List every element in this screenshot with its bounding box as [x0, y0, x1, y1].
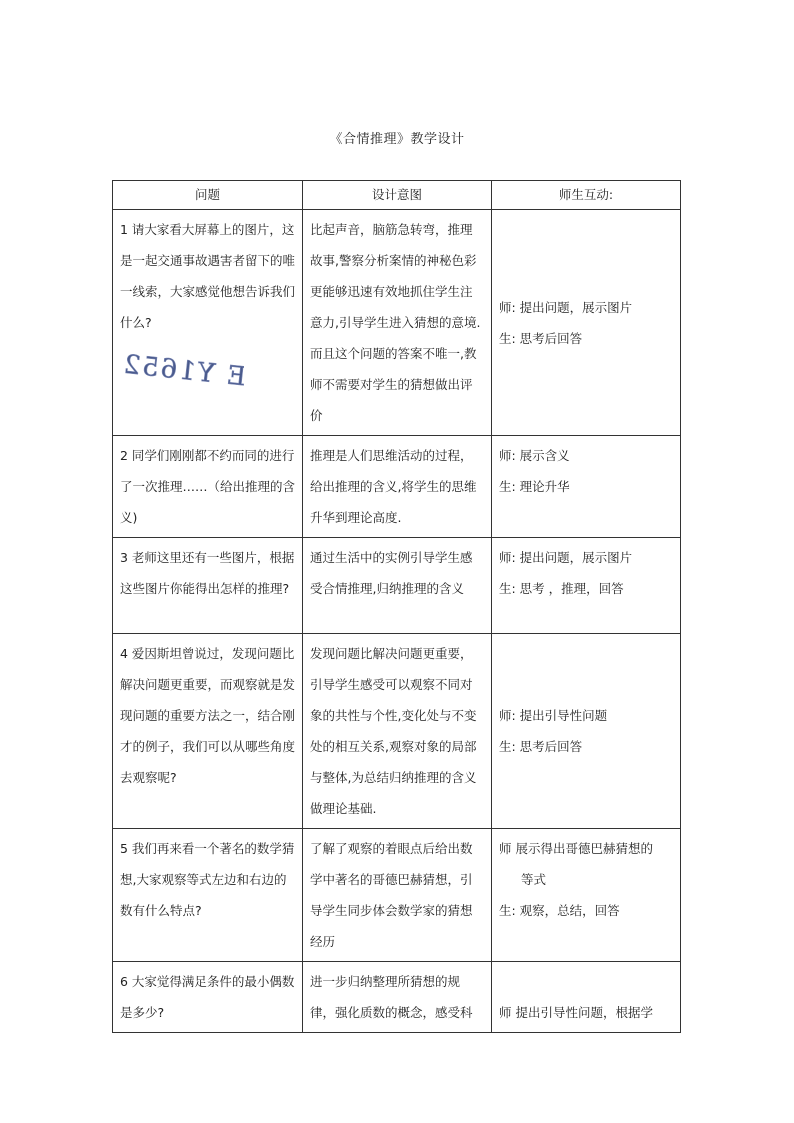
license-plate-image	[124, 344, 244, 392]
interaction-cell	[492, 538, 681, 634]
intent-cell: 通过生活中的实例引导学生感受合情推理,归纳推理的含义	[303, 538, 492, 634]
header-interaction: 师生互动:	[492, 181, 681, 210]
interaction-line: 师: 提出引导性问题	[499, 708, 608, 723]
interaction-line: 生: 思考后回答	[499, 739, 583, 754]
question-cell: 3 老师这里还有一些图片，根据这些图片你能得出怎样的推理?	[113, 538, 303, 634]
interaction-cell	[492, 962, 681, 1033]
interaction-line: 师: 提出问题，展示图片	[499, 550, 633, 565]
table-row	[113, 634, 681, 829]
question-cell: 6 大家觉得满足条件的最小偶数是多少?	[113, 962, 303, 1033]
interaction-line: 生: 理论升华	[499, 479, 570, 494]
header-question: 问题	[113, 181, 303, 210]
interaction-line: 生: 思考后回答	[499, 330, 583, 346]
table-row	[113, 829, 681, 962]
table-row	[113, 436, 681, 538]
interaction-line: 等式	[521, 872, 547, 887]
interaction-line: 生: 思考 ，推理，回答	[499, 581, 624, 596]
question-cell: 4 爱因斯坦曾说过，发现问题比解决问题更重要，而观察就是发现问题的重要方法之一，结合刚才的例子，我们可以从哪些角度去观察呢?	[113, 634, 303, 829]
table-row	[113, 962, 681, 1033]
header-intent: 设计意图	[303, 181, 492, 210]
intent-cell: 了解了观察的着眼点后给出数学中著名的哥德巴赫猜想，引导学生同步体会数学家的猜想经历	[303, 829, 492, 962]
question-cell	[113, 210, 303, 436]
interaction-cell	[492, 210, 681, 436]
interaction-line: 师 提出引导性问题，根据学	[499, 1005, 653, 1020]
question-cell: 5 我们再来看一个著名的数学猜想,大家观察等式左边和右边的数有什么特点?	[113, 829, 303, 962]
intent-cell: 推理是人们思维活动的过程，给出推理的含义,将学生的思维升华到理论高度.	[303, 436, 492, 538]
interaction-line: 师: 展示含义	[499, 448, 570, 463]
question-cell: 2 同学们刚刚都不约而同的进行了一次推理……（给出推理的含义)	[113, 436, 303, 538]
table-row	[113, 210, 681, 436]
lesson-plan-table	[112, 180, 681, 1033]
table-row	[113, 538, 681, 634]
page-title: 《合情推理》教学设计	[329, 132, 465, 147]
intent-cell: 发现问题比解决问题更重要，引导学生感受可以观察不同对象的共性与个性,变化处与不变处的相互关系,观察对象的局部与整体,为总结归纳推理的含义做理论基础.	[303, 634, 492, 829]
question-text: 1 请大家看大屏幕上的图片，这是一起交通事故遇害者留下的唯一线索，大家感觉他想告诉我们什么?	[120, 222, 296, 330]
interaction-line: 师: 提出问题，展示图片	[499, 299, 633, 315]
table-header-row	[113, 181, 681, 210]
interaction-cell	[492, 829, 681, 962]
interaction-line: 师 展示得出哥德巴赫猜想的	[499, 841, 653, 856]
plate-text: E Y1652	[124, 349, 244, 392]
intent-cell: 比起声音，脑筋急转弯，推理故事,警察分析案情的神秘色彩更能够迅速有效地抓住学生注意力,引导学生进入猜想的意境.而且这个问题的答案不唯一,教师不需要对学生的猜想做出评价	[303, 210, 492, 436]
interaction-cell	[492, 436, 681, 538]
interaction-cell	[492, 634, 681, 829]
intent-cell: 进一步归纳整理所猜想的规律，强化质数的概念，感受科	[303, 962, 492, 1033]
interaction-line: 生: 观察，总结，回答	[499, 903, 620, 918]
